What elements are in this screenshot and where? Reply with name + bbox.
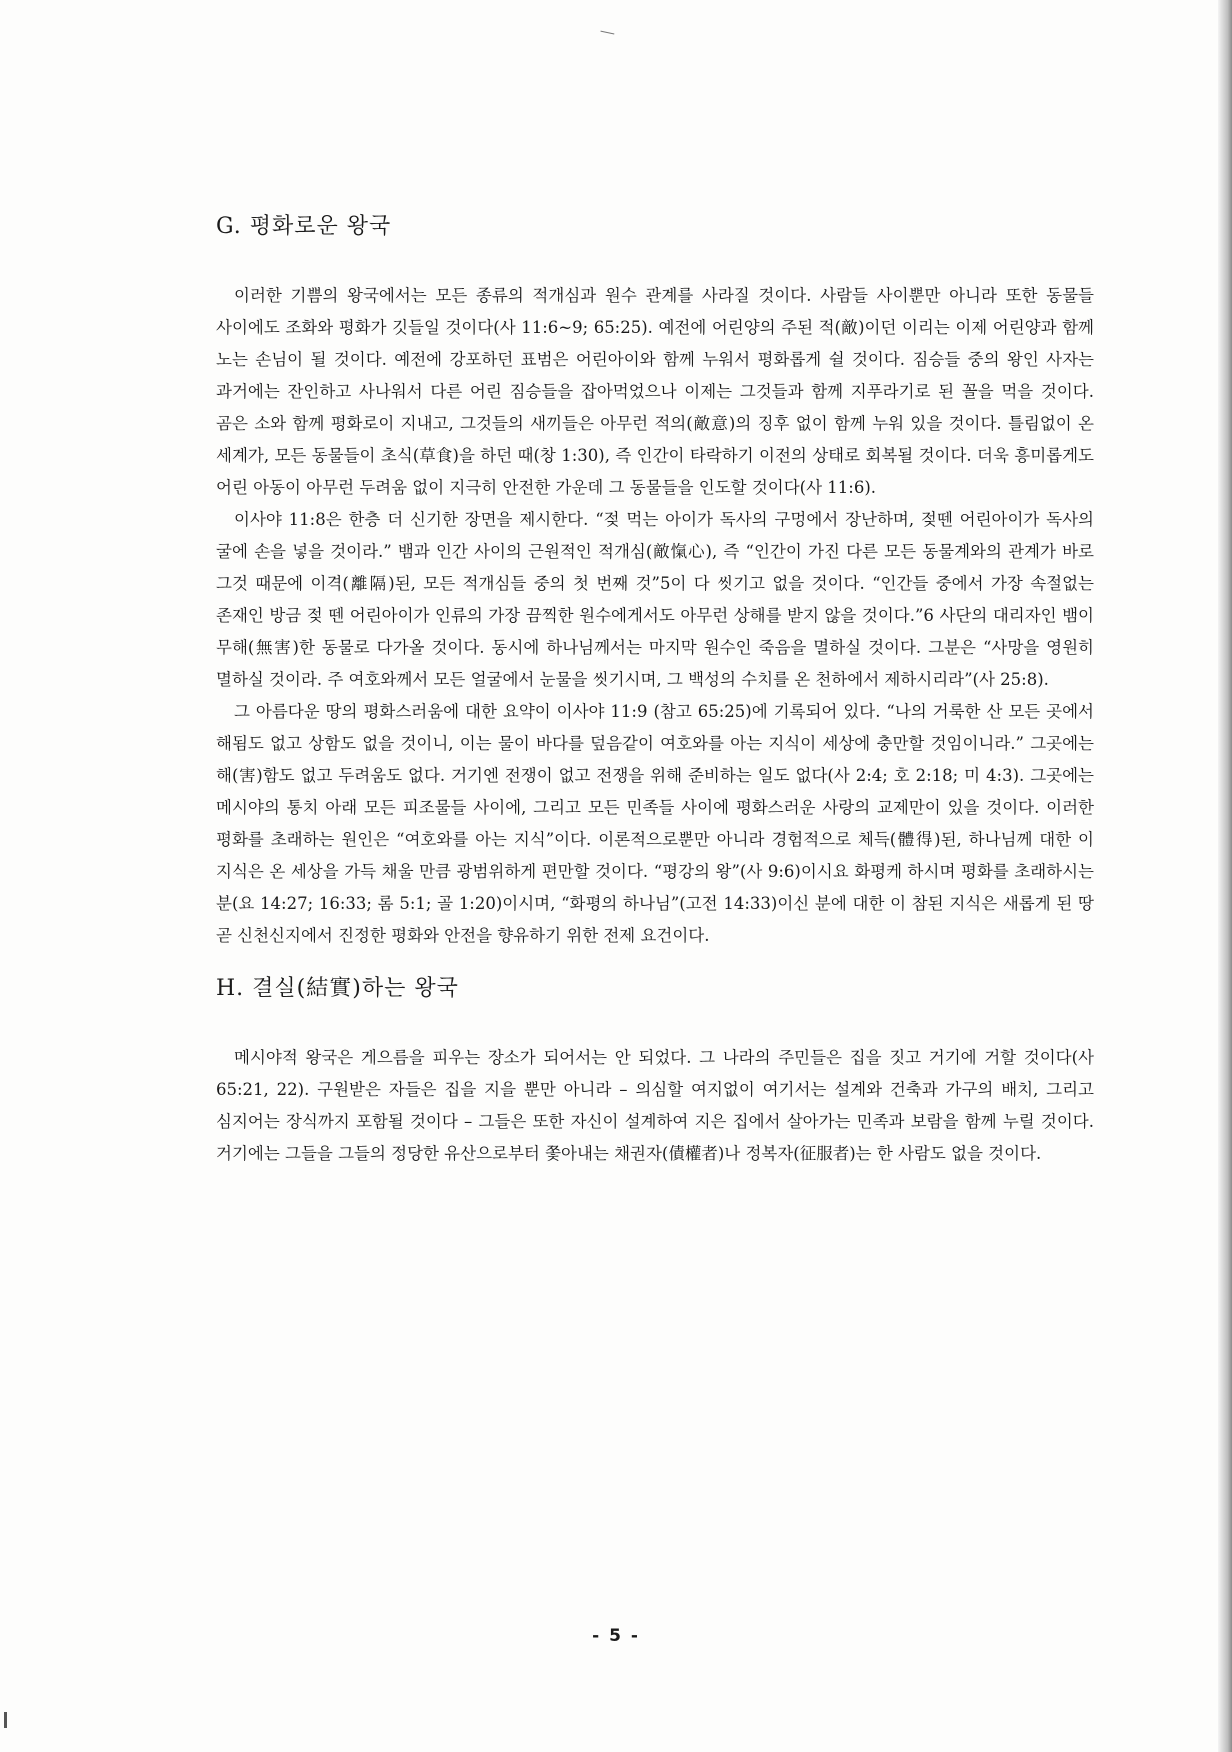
page-number: - 5 -: [592, 1626, 640, 1646]
paragraph-g-2: 이사야 11:8은 한층 더 신기한 장면을 제시한다. “젖 먹는 아이가 독사의 구멍에서 장난하며, 젖뗀 어린아이가 독사의 굴에 손을 넣을 것이라.” 뱀과 인간 사이의 근원적인 적개심(敵愾心), 즉 “인간이 가진 다른 모든 동물계와의 관계가 바로 그것 때문에 이격(離隔)된, 모든 적개심들 중의 첫 번째 것”5이 다 씻기고 없을 것이다. “인간들 중에서 가장 속절없는 존재인 방금 젖 뗀 어린아이가 인류의 가장 끔찍한 원수에게서도 아무런 상해를 받지 않을 것이다.”6 사단의 대리자인 뱀이 무해(無害)한 동물로 다가올 것이다. 동시에 하나님께서는 마지막 원수인 죽음을 멸하실 것이다. 그분은 “사망을 영원히 멸하실 것이라. 주 여호와께서 모든 얼굴에서 눈물을 씻기시며, 그 백성의 수치를 온 천하에서 제하시리라”(사 25:8).: [216, 510, 1094, 689]
paragraph-g-1: 이러한 기쁨의 왕국에서는 모든 종류의 적개심과 원수 관계를 사라질 것이다. 사람들 사이뿐만 아니라 또한 동물들 사이에도 조화와 평화가 깃들일 것이다(사 11:6~9; 65:25). 예전에 어린양의 주된 적(敵)이던 이리는 이제 어린양과 함께 노는 손님이 될 것이다. 예전에 강포하던 표범은 어린아이와 함께 누워서 평화롭게 쉴 것이다. 짐승들 중의 왕인 사자는 과거에는 잔인하고 사나워서 다른 어린 짐승들을 잡아먹었으나 이제는 그것들과 함께 지푸라기로 된 꼴을 먹을 것이다. 곰은 소와 함께 평화로이 지내고, 그것들의 새끼들은 아무런 적의(敵意)의 징후 없이 함께 누워 있을 것이다. 틀림없이 온 세계가, 모든 동물들이 초식(草食)을 하던 때(창 1:30), 즉 인간이 타락하기 이전의 상태로 회복될 것이다. 더욱 흥미롭게도 어린 아동이 아무런 두려움 없이 지극히 안전한 가운데 그 동물들을 인도할 것이다(사 11:6).: [216, 286, 1094, 497]
scan-edge-shadow: [1218, 0, 1232, 1752]
section-heading-g: G. 평화로운 왕국: [216, 214, 392, 239]
scan-artifact-speck: [4, 1712, 7, 1728]
section-heading-h: H. 결실(結實)하는 왕국: [216, 976, 459, 1001]
paragraph-g-3: 그 아름다운 땅의 평화스러움에 대한 요약이 이사야 11:9 (참고 65:25)에 기록되어 있다. “나의 거룩한 산 모든 곳에서 해됨도 없고 상함도 없을 것이니, 이는 물이 바다를 덮음같이 여호와를 아는 지식이 세상에 충만할 것임이니라.” 그곳에는 해(害)함도 없고 두려움도 없다. 거기엔 전쟁이 없고 전쟁을 위해 준비하는 일도 없다(사 2:4; 호 2:18; 미 4:3). 그곳에는 메시야의 통치 아래 모든 피조물들 사이에, 그리고 모든 민족들 사이에 평화스러운 사랑의 교제만이 있을 것이다. 이러한 평화를 초래하는 원인은 “여호와를 아는 지식”이다. 이론적으로뿐만 아니라 경험적으로 체득(體得)된, 하나님께 대한 이 지식은 온 세상을 가득 채울 만큼 광범위하게 편만할 것이다. “평강의 왕”(사 9:6)이시요 화평케 하시며 평화를 초래하시는 분(요 14:27; 16:33; 롬 5:1; 골 1:20)이시며, “화평의 하나님”(고전 14:33)이신 분에 대한 이 참된 지식은 새롭게 된 땅 곧 신천신지에서 진정한 평화와 안전을 향유하기 위한 전제 요건이다.: [216, 702, 1094, 945]
paragraph-h-1: 메시야적 왕국은 게으름을 피우는 장소가 되어서는 안 되었다. 그 나라의 주민들은 집을 짓고 거기에 거할 것이다(사 65:21, 22). 구원받은 자들은 집을 지을 뿐만 아니라 – 의심할 여지없이 여기서는 설계와 건축과 가구의 배치, 그리고 심지어는 장식까지 포함될 것이다 – 그들은 또한 자신이 설계하여 지은 집에서 살아가는 민족과 보람을 함께 누릴 것이다. 거기에는 그들을 그들의 정당한 유산으로부터 쫓아내는 채권자(債權者)나 정복자(征服者)는 한 사람도 없을 것이다.: [216, 1048, 1094, 1163]
scan-artifact-mark: [600, 31, 615, 39]
page-content: [216, 212, 1094, 1170]
